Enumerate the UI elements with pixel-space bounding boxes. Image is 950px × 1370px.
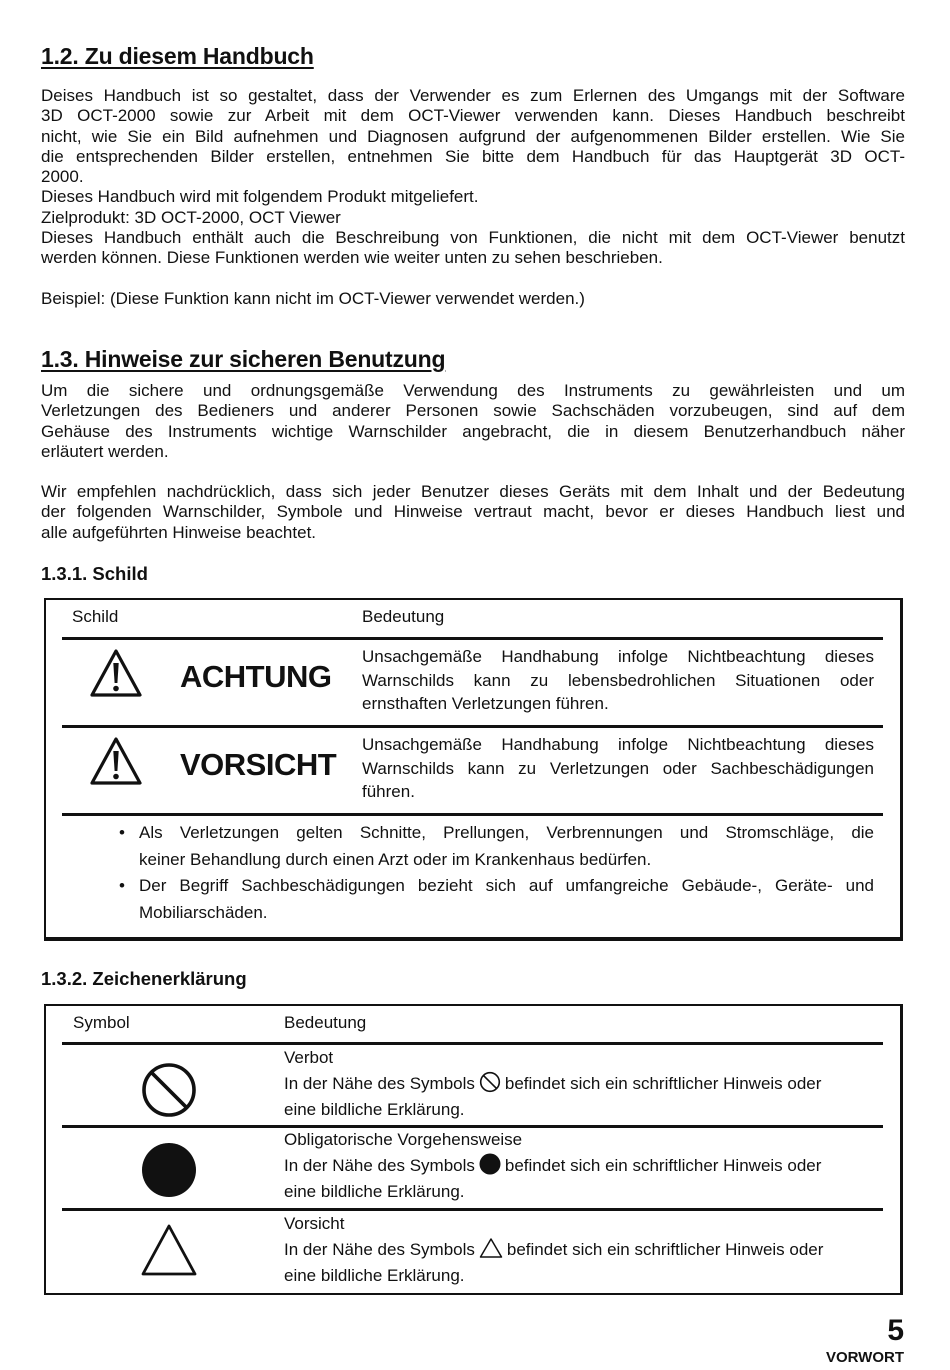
prohibition-icon [479, 1071, 501, 1093]
section-1-2-intro-paragraph [41, 86, 905, 269]
symbol-description-line [284, 1237, 884, 1263]
symbol-title: Vorsicht [284, 1214, 345, 1233]
bullet-icon: • [119, 876, 125, 895]
symbol-title: Obligatorische Vorgehensweise [284, 1130, 523, 1149]
supplied-with-text: Dieses Handbuch wird mit folgendem Produkt mitgeliefert. [41, 187, 479, 207]
section-heading-1-3: 1.3. Hinweise zur sicheren Benutzung [41, 346, 446, 372]
notes-list [119, 820, 874, 926]
section-heading-1-3-1: 1.3.1. Schild [41, 563, 148, 584]
column-header-meaning: Bedeutung [284, 1013, 367, 1032]
column-header-meaning: Bedeutung [362, 607, 445, 626]
text-line: alle aufgeführten Hinweise beachtet. [41, 522, 317, 542]
section-1-3-paragraph-2 [41, 482, 905, 543]
text-line: Der Begriff Sachbeschädigungen bezieht sich auf umfangreiche Gebäude-, Geräte- und [139, 876, 874, 895]
symbol-meaning-obligatorisch [284, 1127, 884, 1205]
column-header-sign: Schild [72, 607, 119, 626]
symbol-table [44, 1004, 903, 1295]
text-line: führen. [362, 782, 415, 801]
text-fragment: In der Nähe des Symbols [284, 1074, 475, 1093]
text-fragment: befindet sich ein schriftlicher Hinweis oder [504, 1074, 822, 1093]
bullet-icon: • [119, 823, 125, 842]
text-line: werden können. Diese Funktionen werden wie weiter unten zu sehen beschrieben. [41, 248, 663, 268]
text-line: nicht, wie Sie ein Bild aufnehmen und Diagnosen aufgrund der aufgenommenen Bilder erstellen. Wie Sie [41, 126, 905, 146]
sign-meaning [362, 733, 874, 804]
symbol-description-line: eine bildliche Erklärung. [284, 1100, 465, 1119]
page-number: 5 [887, 1314, 904, 1347]
prohibition-icon [141, 1062, 197, 1118]
text-fragment: befindet sich ein schriftlicher Hinweis oder [506, 1240, 824, 1259]
text-line: erläutert werden. [41, 441, 169, 461]
symbol-description-line [284, 1071, 884, 1097]
text-fragment: befindet sich ein schriftlicher Hinweis oder [504, 1156, 822, 1175]
text-line: Unsachgemäße Handhabung infolge Nichtbeachtung dieses [362, 647, 874, 666]
text-line: der folgenden Warnschilder, Symbole und Hinweise vertraut macht, bevor er dieses Handbuch liest und [41, 502, 905, 522]
text-line: Dieses Handbuch enthält auch die Beschreibung von Funktionen, die nicht mit dem OCT-Viewer benutzt [41, 228, 905, 248]
text-line: Um die sichere und ordnungsgemäße Verwendung des Instruments zu gewährleisten und um [41, 381, 905, 400]
symbol-description-line: eine bildliche Erklärung. [284, 1182, 465, 1201]
symbol-description-line [284, 1153, 884, 1179]
text-line: Warnschilds kann zu Verletzungen oder Sachbeschädigungen [362, 758, 874, 778]
list-item [119, 820, 874, 873]
filled-circle-icon [479, 1153, 501, 1175]
text-line: Deises Handbuch ist so gestaltet, dass der Verwender es zum Erlernen des Umgangs mit der Software [41, 86, 905, 105]
filled-circle-icon [141, 1142, 197, 1198]
symbol-meaning-vorsicht [284, 1211, 884, 1289]
target-product-text: Zielprodukt: 3D OCT-2000, OCT Viewer [41, 207, 341, 227]
text-line: Gehäuse des Instruments wichtige Warnschilder angebracht, die in diesem Benutzerhandbuch näher [41, 421, 905, 441]
text-line: Wir empfehlen nachdrücklich, dass sich jeder Benutzer dieses Geräts mit dem Inhalt und der Bedeutung [41, 482, 905, 501]
text-line: Mobiliarschäden. [139, 902, 268, 922]
text-line: Als Verletzungen gelten Schnitte, Prellungen, Verbrennungen und Stromschläge, die [139, 823, 874, 842]
text-line: keiner Behandlung durch einen Arzt oder im Krankenhaus bedürfen. [139, 849, 652, 869]
sign-meaning [362, 645, 874, 716]
text-line: ernsthaften Verletzungen führen. [362, 694, 609, 713]
section-1-3-paragraph-1 [41, 381, 905, 462]
text-line: Verletzungen des Bedieners und anderer Personen sowie Sachschäden vorzubeugen, sind auf dem [41, 401, 905, 421]
text-line: 3D OCT-2000 sowie zur Arbeit mit dem OCT-Viewer verwenden kann. Dieses Handbuch beschreibt [41, 106, 905, 126]
warning-triangle-icon [89, 736, 143, 786]
example-text: Beispiel: (Diese Funktion kann nicht im OCT-Viewer verwendet werden.) [41, 289, 585, 308]
text-line: 2000. [41, 167, 84, 187]
list-item [119, 873, 874, 926]
section-heading-1-2: 1.2. Zu diesem Handbuch [41, 43, 314, 69]
table-rule [62, 813, 883, 816]
text-line: Warnschilds kann zu lebensbedrohlichen Situationen oder [362, 670, 874, 690]
text-fragment: In der Nähe des Symbols [284, 1156, 475, 1175]
signal-word: ACHTUNG [180, 659, 332, 694]
symbol-title: Verbot [284, 1048, 334, 1067]
triangle-outline-icon [139, 1222, 199, 1278]
column-header-symbol: Symbol [73, 1013, 130, 1032]
text-line: die entsprechenden Bilder erstellen, entnehmen Sie bitte dem Handbuch für das Hauptgerät 3D OCT- [41, 146, 905, 166]
signal-word: VORSICHT [180, 747, 337, 782]
sign-table [44, 598, 903, 941]
table-rule [62, 637, 883, 640]
section-label: VORWORT [825, 1349, 904, 1366]
table-rule [62, 725, 883, 728]
example-note [41, 289, 905, 309]
text-line: Unsachgemäße Handhabung infolge Nichtbeachtung dieses [362, 735, 874, 754]
warning-triangle-icon [89, 648, 143, 698]
symbol-description-line: eine bildliche Erklärung. [284, 1266, 465, 1285]
section-heading-1-3-2: 1.3.2. Zeichenerklärung [41, 968, 247, 989]
text-fragment: In der Nähe des Symbols [284, 1240, 475, 1259]
triangle-outline-icon [479, 1237, 503, 1259]
symbol-meaning-verbot [284, 1045, 884, 1123]
